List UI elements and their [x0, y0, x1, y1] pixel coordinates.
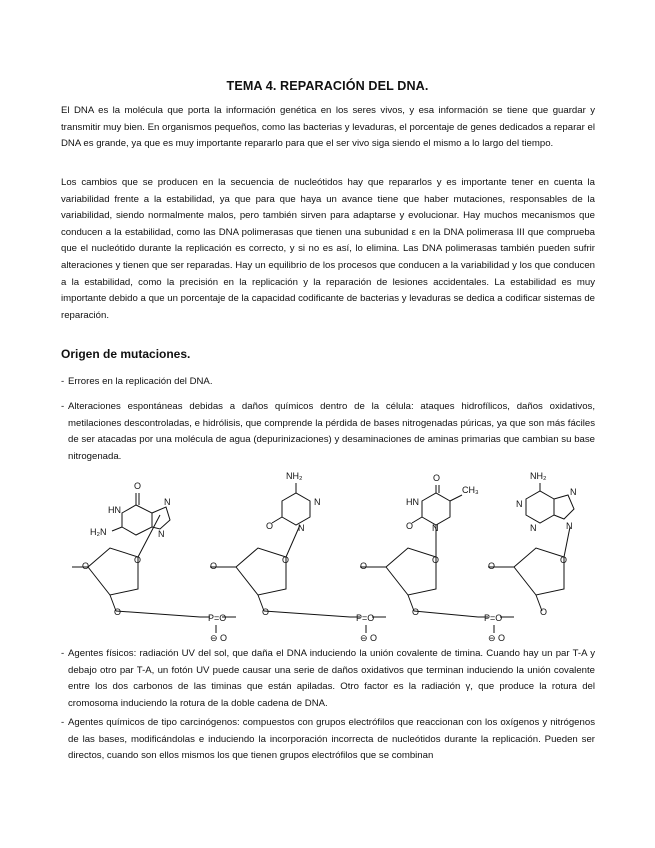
atom-label: ⊖ — [360, 633, 368, 643]
atom-label: O — [370, 633, 378, 643]
atom-label: O — [220, 633, 228, 643]
sugar-ring — [236, 548, 286, 595]
atom-label: O — [134, 481, 142, 491]
atom-label: HN — [406, 497, 419, 507]
atom-label: N — [516, 499, 523, 509]
atom-label: CH₃ — [462, 485, 479, 495]
bullet-marker: - — [61, 401, 65, 412]
sugar-ring — [514, 548, 564, 595]
list-item-text: Agentes físicos: radiación UV del sol, que daña el DNA induciendo la unión covalente de timina. Cuando hay un par T-A y debajo otro par T-A, un fotón UV puede causar una serie de daños oxidativos que terminan induciendo la unión covalente entre los dos carbonos de las timinas que están apiladas. Otro factor es la radiación γ, que produce la rotura del cromosoma induciendo la rotura de la doble cadena de DNA. — [68, 648, 595, 709]
list-item — [61, 374, 595, 391]
atom-label: O — [406, 521, 414, 531]
glycosidic-bond — [564, 527, 570, 557]
atom-label: O — [282, 555, 290, 565]
atom-label: P=O — [208, 613, 227, 623]
atom-label: O — [540, 607, 548, 617]
atom-label: O — [262, 607, 270, 617]
atom-label: N — [432, 523, 439, 533]
bullet-marker: - — [61, 648, 65, 659]
cytosine-ring — [282, 493, 310, 525]
atom-label: O — [210, 561, 218, 571]
intro-paragraph: El DNA es la molécula que porta la información genética en los seres vivos, y esa información se tiene que guardar y transmitir muy bien. En organismos pequeños, como las bacterias y levaduras, el porcentaje de genes dedicados a reparar el DNA es grande, ya que es muy importante repararlo para que el ser vivo siga siendo el mismo a lo largo del tiempo. — [61, 105, 595, 150]
atom-label: O — [266, 521, 274, 531]
atom-label: ⊖ — [210, 633, 218, 643]
atom-label: ⊖ — [488, 633, 496, 643]
bullet-marker: - — [61, 376, 65, 387]
list-item — [61, 646, 595, 712]
atom-label: N — [566, 521, 573, 531]
atom-label: P=O — [484, 613, 503, 623]
atom-label: N — [570, 487, 577, 497]
atom-label: O — [560, 555, 568, 565]
list-item — [61, 399, 595, 465]
atom-label: NH₂ — [286, 471, 303, 481]
dna-strand-figure — [60, 465, 600, 643]
atom-label: O — [114, 607, 122, 617]
atom-label: N — [530, 523, 537, 533]
glycosidic-bond — [138, 515, 160, 557]
dna-strand-diagram — [60, 465, 600, 643]
atom-label: O — [134, 555, 142, 565]
atom-label: N — [164, 497, 171, 507]
atom-label: O — [488, 561, 496, 571]
sugar-ring — [88, 548, 138, 595]
thymine-ring — [422, 493, 450, 525]
atom-label: O — [82, 561, 90, 571]
atom-label: HN — [108, 505, 121, 515]
atom-label: N — [158, 529, 165, 539]
atom-label: NH₂ — [530, 471, 547, 481]
bullet-marker: - — [61, 717, 65, 728]
adenine-ring — [526, 491, 554, 523]
guanine-ring — [122, 505, 152, 535]
atom-label: O — [432, 555, 440, 565]
atom-label: O — [412, 607, 420, 617]
atom-label: O — [433, 473, 441, 483]
atom-label: O — [360, 561, 368, 571]
atom-label: N — [314, 497, 321, 507]
list-item-text: Alteraciones espontáneas debidas a daños químicos dentro de la célula: ataques hidrofílicos, daños oxidativos, metilaciones descontroladas, e hidrólisis, que comprende la pérdida de bases nitrogenadas púricas, ya que son más fáciles de ser atacadas por una molécula de agua (depurinizaciones) y desaminaciones de aminas primarias que cambian su base nitrogenada. — [68, 401, 595, 462]
atom-label: O — [498, 633, 506, 643]
atom-label: H₂N — [90, 527, 107, 537]
list-item — [61, 715, 595, 765]
list-item-text: Errores en la replicación del DNA. — [68, 376, 213, 387]
atom-label: N — [298, 523, 305, 533]
page-title: TEMA 4. REPARACIÓN DEL DNA. — [226, 79, 429, 93]
variability-paragraph: Los cambios que se producen en la secuencia de nucleótidos hay que repararlos y es importante tener en cuenta la variabilidad frente a la estabilidad, ya que para que haya un avance tiene que haber mutaciones, responsables de la variabilidad, siendo normalmente malos, pero también sirven para adaptarse y evolucionar. Hay muchos mecanismos que conducen a la estabilidad, como las DNA polimerasas que tienen una subunidad ε en la DNA polimerasa III que comprueba que el nucleótido durante la replicación es correcto, y si no es así, lo elimina. Las DNA polimerasas también pueden sufrir alteraciones y tienen que ser reparadas. Hay un equilibrio de los procesos que conducen a la variabilidad y los que conducen a la estabilidad, como la precisión en la replicación y la reparación de lesiones accidentales. La estabilidad es muy importante debido a que un porcentaje de la capacidad codificante de bacterias y levaduras se dedica a codificar sistemas de reparación. — [61, 177, 595, 321]
list-item-text: Agentes químicos de tipo carcinógenos: compuestos con grupos electrófilos que reaccionan con los oxígenos y nitrógenos de las bases, modificándolas e induciendo la incorporación incorrecta de nucleótidos durante la replicación. Pueden ser directos, cuando son ellos mismos los que tienen grupos electrófilos que se combinan — [68, 717, 595, 762]
sugar-ring — [386, 548, 436, 595]
atom-label: P=O — [356, 613, 375, 623]
section-heading: Origen de mutaciones. — [61, 347, 191, 361]
